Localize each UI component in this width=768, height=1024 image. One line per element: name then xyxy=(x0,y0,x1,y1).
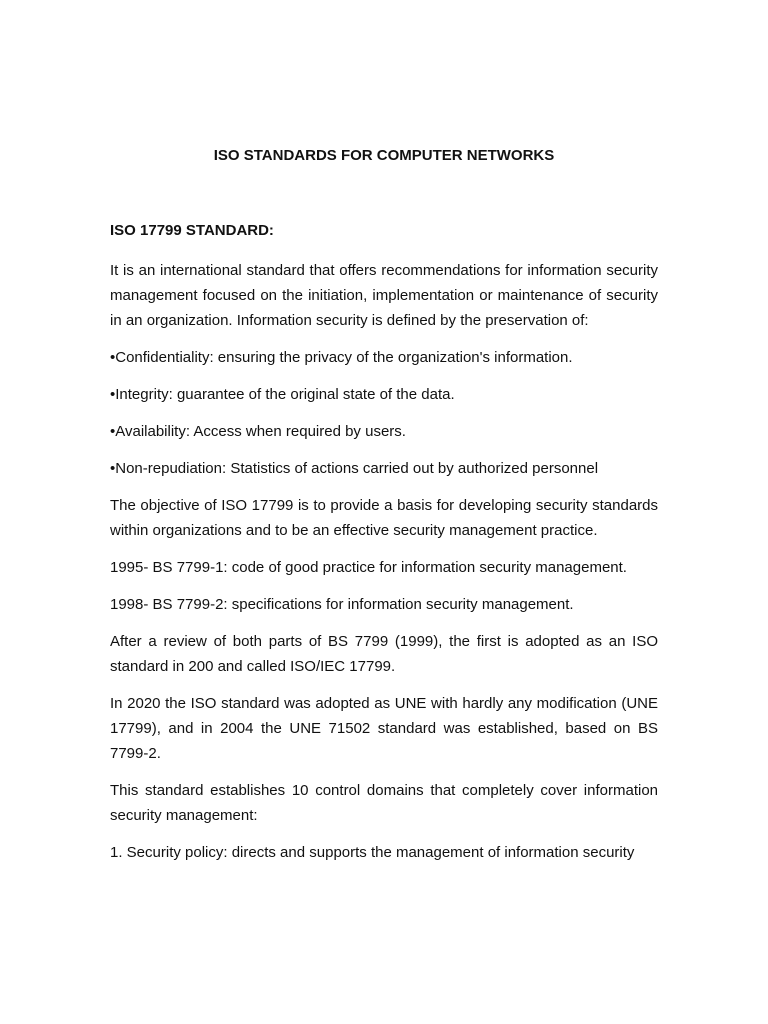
paragraph-1998: 1998- BS 7799-2: specifications for information security management. xyxy=(110,596,574,613)
list-item-security-policy: 1. Security policy: directs and supports the management of information security xyxy=(110,844,635,861)
paragraph-objective: The objective of ISO 17799 is to provide a basis for developing security standards within organizations and to be an effective security management practice. xyxy=(110,497,658,539)
document-title: ISO STANDARDS FOR COMPUTER NETWORKS xyxy=(213,147,555,164)
body-text xyxy=(110,258,658,877)
paragraph-control-domains: This standard establishes 10 control domains that completely cover information security management: xyxy=(110,782,658,824)
paragraph-2020: In 2020 the ISO standard was adopted as UNE with hardly any modification (UNE 17799), and in 2004 the UNE 71502 standard was established, based on BS 7799-2. xyxy=(110,695,658,762)
bullet-integrity: •Integrity: guarantee of the original state of the data. xyxy=(110,386,455,403)
section-heading: ISO 17799 STANDARD: xyxy=(110,222,274,239)
paragraph-review: After a review of both parts of BS 7799 (1999), the first is adopted as an ISO standard in 200 and called ISO/IEC 17799. xyxy=(110,633,658,675)
bullet-non-repudiation: •Non-repudiation: Statistics of actions carried out by authorized personnel xyxy=(110,460,599,477)
bullet-confidentiality: •Confidentiality: ensuring the privacy of the organization's information. xyxy=(110,349,573,366)
paragraph-1995: 1995- BS 7799-1: code of good practice for information security management. xyxy=(110,559,627,576)
bullet-availability: •Availability: Access when required by users. xyxy=(110,423,406,440)
paragraph-intro: It is an international standard that offers recommendations for information security management focused on the initiation, implementation or maintenance of security in an organization. Information security is defined by the preservation of: xyxy=(110,262,658,329)
